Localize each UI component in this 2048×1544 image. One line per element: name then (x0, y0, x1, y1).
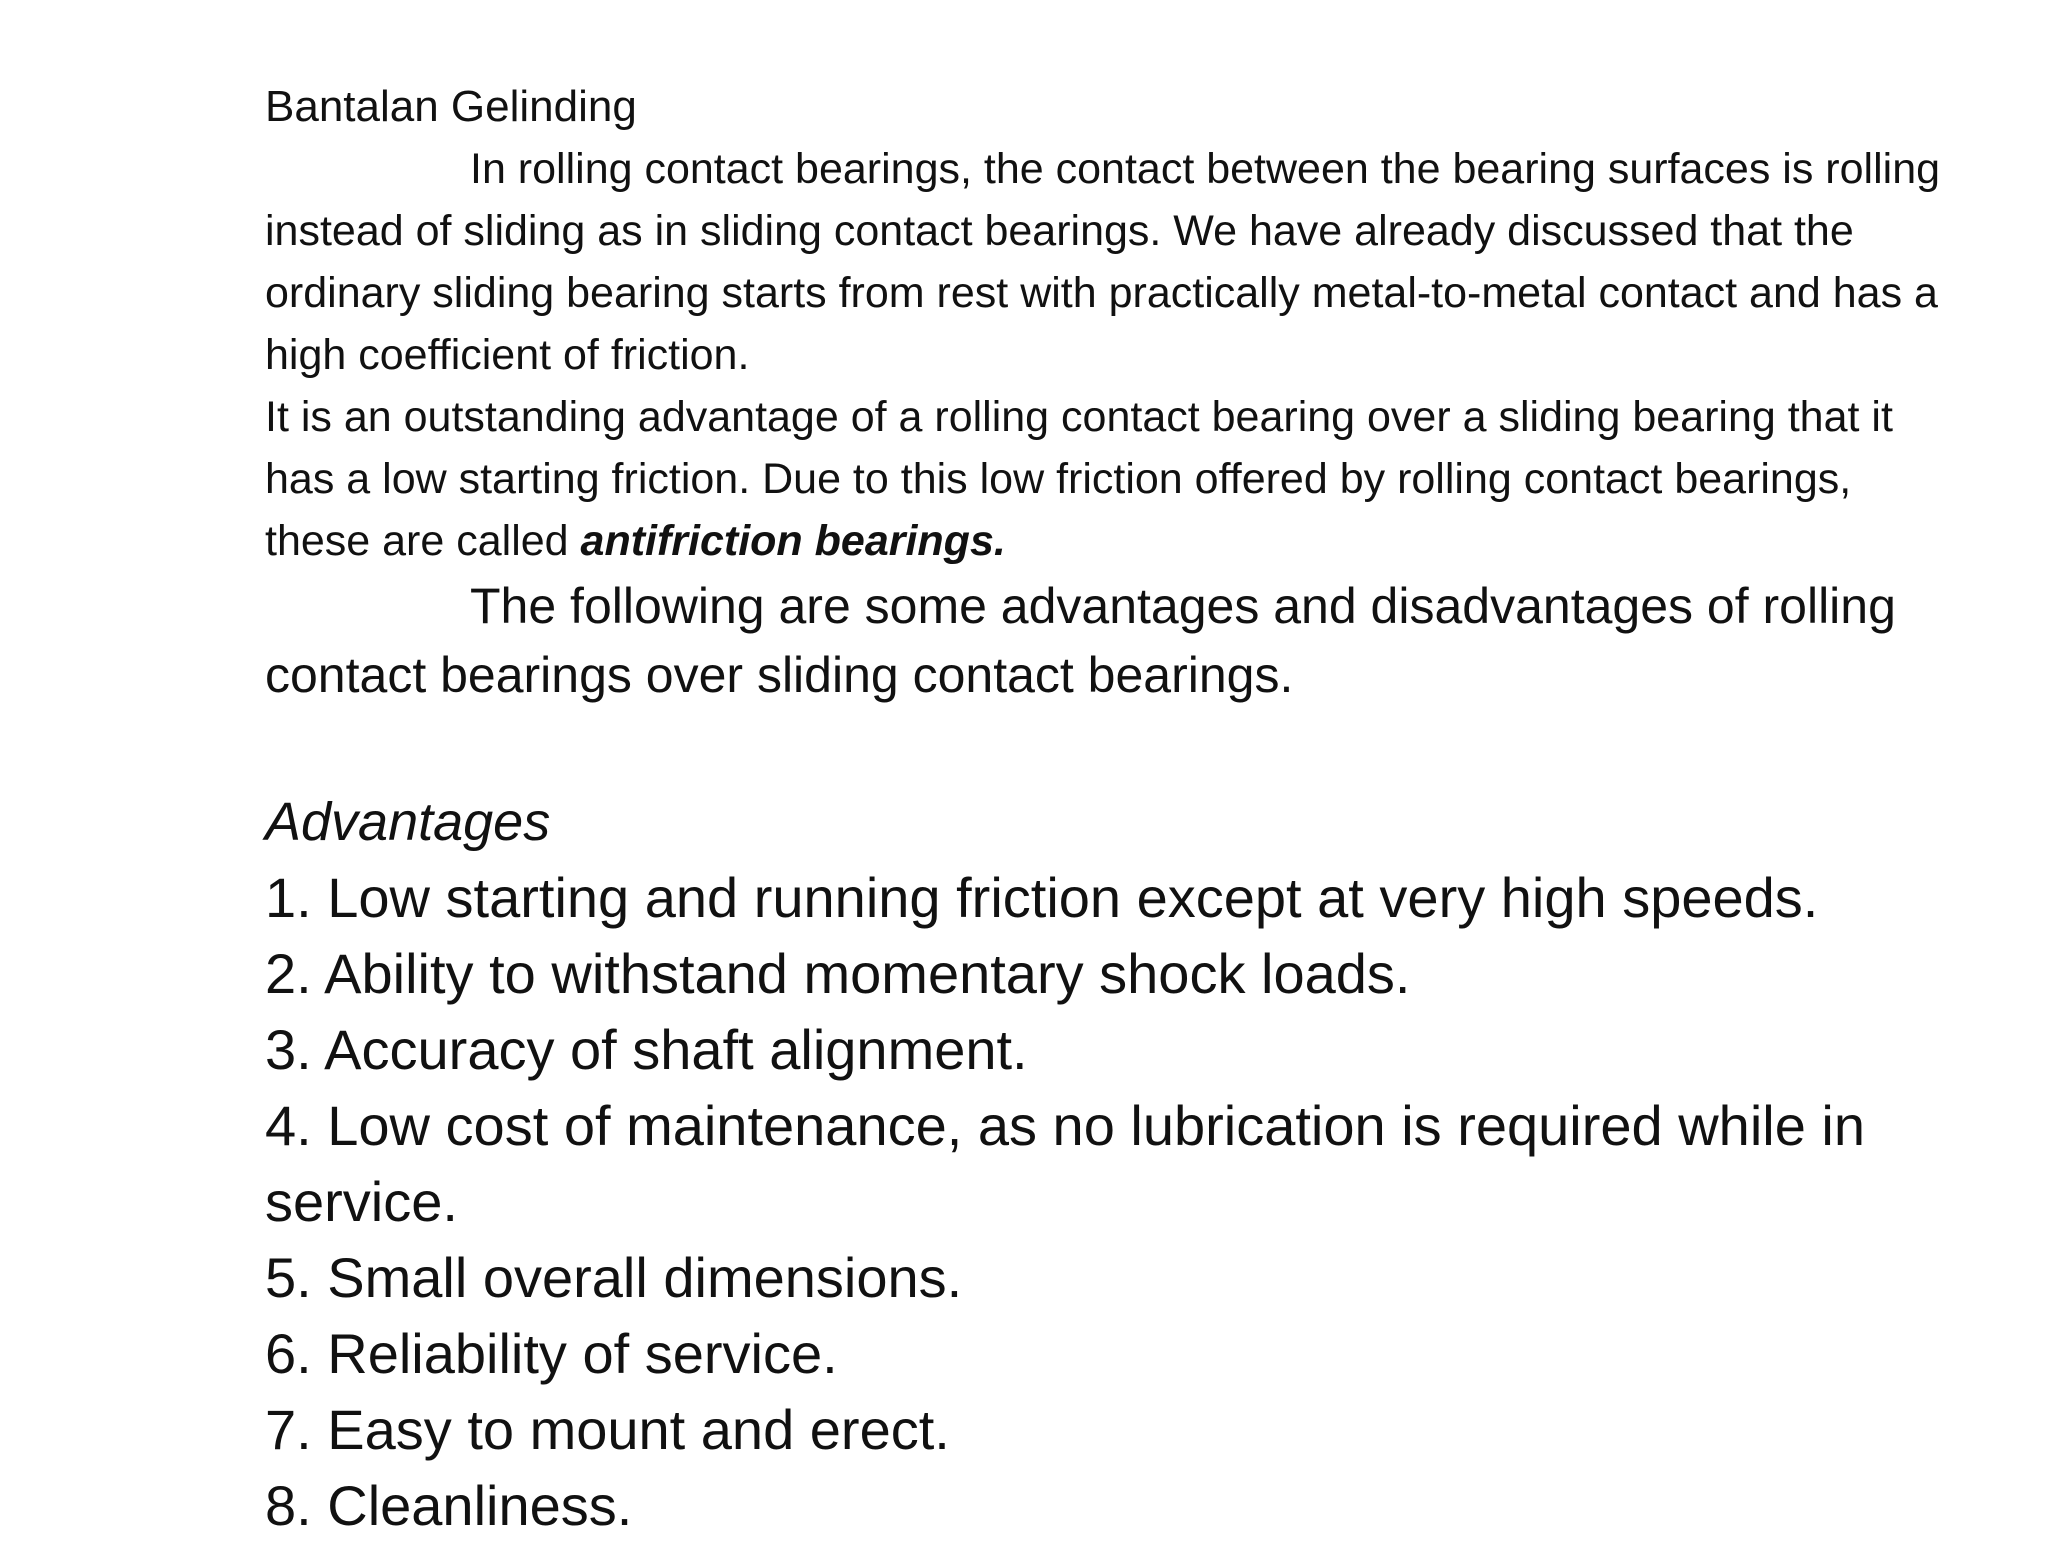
slide-content (265, 78, 1945, 1544)
slide-title: Bantalan Gelinding (265, 82, 637, 131)
advantage-item: 4. Low cost of maintenance, as no lubrication is required while in service. (265, 1094, 1865, 1233)
advantage-paragraph (265, 386, 1945, 572)
antifriction-emphasis: antifriction bearings. (580, 517, 1006, 565)
advantage-item: 6. Reliability of service. (265, 1322, 838, 1385)
intro-paragraph (265, 138, 1945, 386)
advantage-item: 8. Cleanliness. (265, 1474, 633, 1537)
following-paragraph (265, 572, 1945, 710)
advantage-item: 7. Easy to mount and erect. (265, 1398, 950, 1461)
advantages-heading: Advantages (265, 792, 551, 852)
advantage-item: 2. Ability to withstand momentary shock loads. (265, 942, 1411, 1005)
advantage-item: 5. Small overall dimensions. (265, 1246, 963, 1309)
following-paragraph-text: The following are some advantages and disadvantages of rolling contact bearings over sliding contact bearings. (265, 578, 1896, 703)
advantage-item: 1. Low starting and running friction except at very high speeds. (265, 866, 1819, 929)
advantage-paragraph-text: It is an outstanding advantage of a rolling contact bearing over a sliding bearing that it has a low starting friction. Due to this low friction offered by rolling contact bearings, these are called (265, 393, 1893, 565)
advantages-list (265, 860, 1945, 1544)
advantage-item: 3. Accuracy of shaft alignment. (265, 1018, 1028, 1081)
section-spacer (265, 710, 1945, 784)
intro-paragraph-text: In rolling contact bearings, the contact between the bearing surfaces is rolling instead of sliding as in sliding contact bearings. We have already discussed that the ordinary sliding bearing starts from rest with practically metal-to-metal contact and has a high coefficient of friction. (265, 145, 1941, 379)
